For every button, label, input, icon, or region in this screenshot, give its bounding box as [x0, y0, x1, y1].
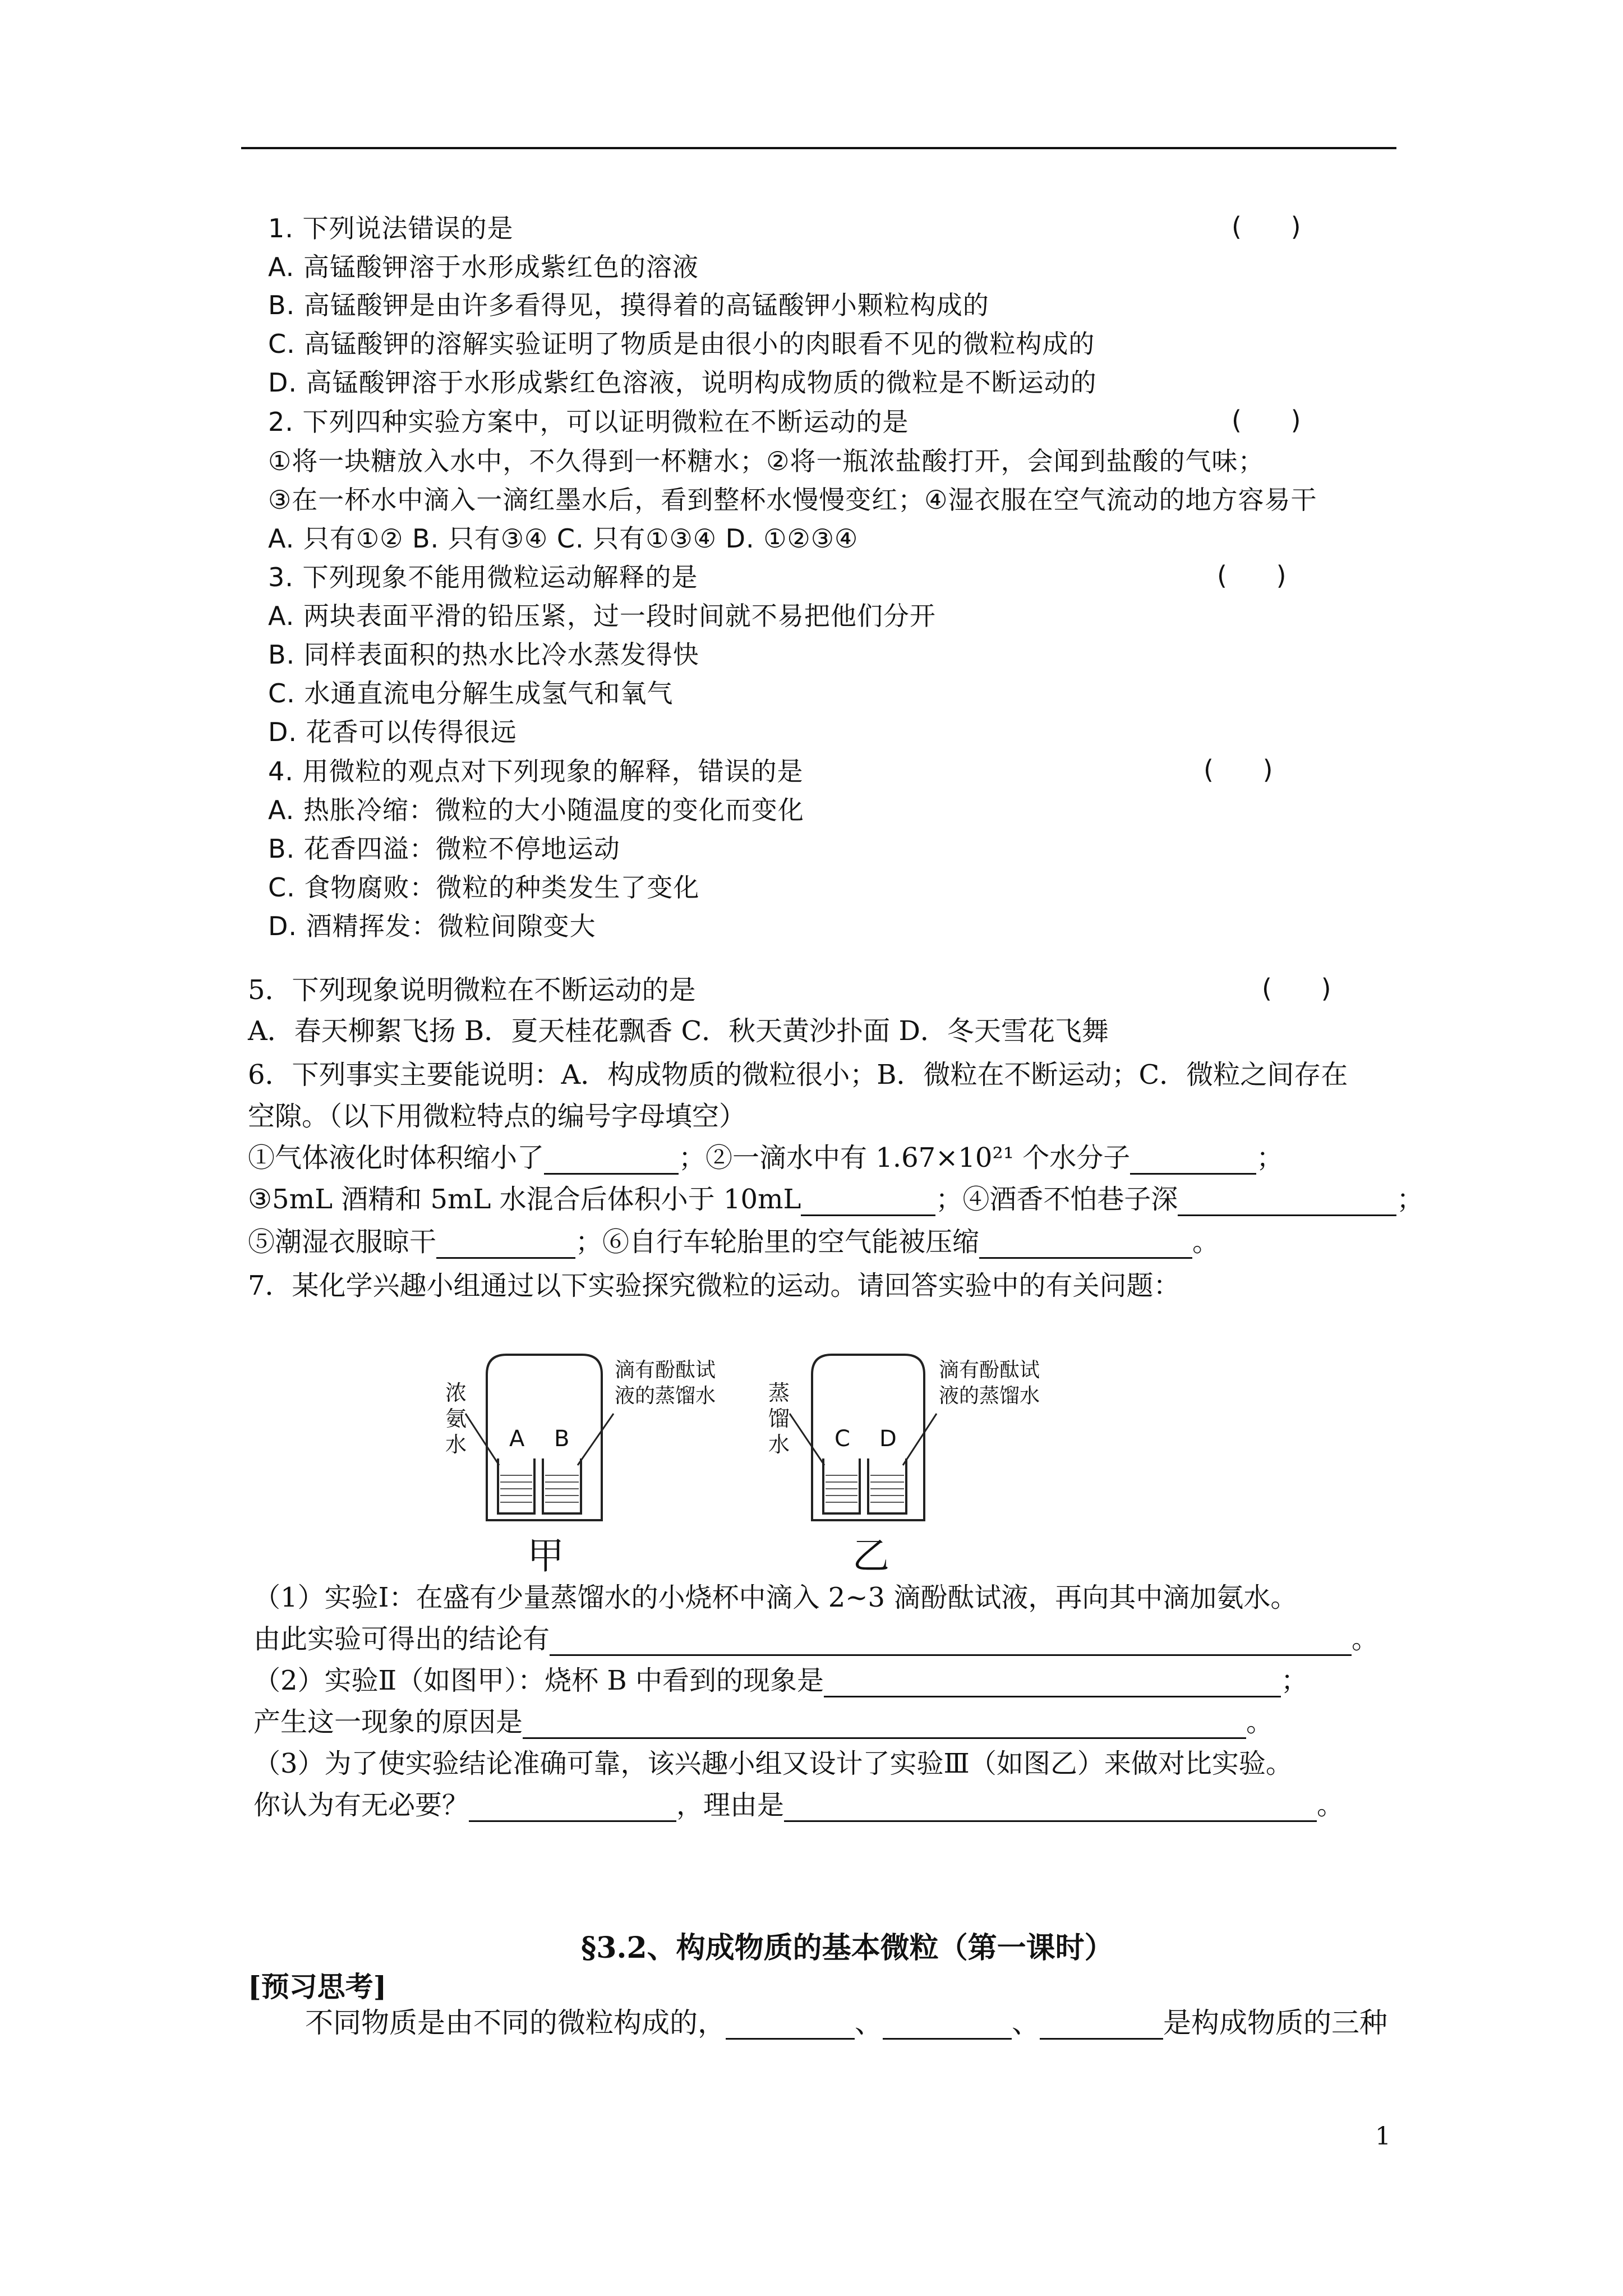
caption-jia: 甲 — [527, 1534, 564, 1577]
q4-answer-paren[interactable]: ( ) — [1204, 754, 1273, 785]
q6-item-row-3 — [248, 1225, 1219, 1259]
q4-option-c: C. 食物腐败：微粒的种类发生了变化 — [268, 872, 700, 903]
label-beaker-b: B — [554, 1426, 570, 1452]
q2-line-1: ①将一块糖放入水中，不久得到一杯糖水；②将一瓶浓盐酸打开，会闻到盐酸的气味； — [268, 446, 1265, 476]
preview-text-end: 是构成物质的三种 — [1163, 2007, 1387, 2039]
q7-part2-end: 。 — [1246, 1706, 1274, 1738]
preview-header: [预习思考] — [248, 1970, 387, 2003]
q7-part2-blank-1[interactable] — [824, 1667, 1281, 1697]
preview-text: 不同物质是由不同的微粒构成的， — [305, 2007, 726, 2039]
q7-part1-prompt: 由此实验可得出的结论有 — [253, 1623, 550, 1655]
q4-option-a: A. 热胀冷缩：微粒的大小随温度的变化而变化 — [268, 795, 804, 825]
preview-line — [305, 2006, 1387, 2040]
q3-option-c: C. 水通直流电分解生成氢气和氧气 — [268, 678, 674, 708]
header-rule — [241, 147, 1396, 149]
q5-answer-paren[interactable]: ( ) — [1262, 973, 1331, 1004]
label-concentrated-ammonia: 浓氨水 — [445, 1381, 467, 1457]
caption-yi: 乙 — [852, 1534, 889, 1577]
q7-part2-blank-2[interactable] — [523, 1708, 1246, 1739]
q6-item-2-text: ；②一滴水中有 1.67×10²¹ 个水分子 — [679, 1142, 1131, 1174]
q2-answer-paren[interactable]: ( ) — [1232, 405, 1301, 435]
q6-blank-1[interactable] — [544, 1144, 679, 1175]
q6-item-5-text: ⑤潮湿衣服晾干 — [248, 1226, 437, 1258]
q7-part3-blank-1[interactable] — [469, 1791, 676, 1822]
label-distilled-water: 蒸馏水 — [768, 1381, 790, 1457]
q1-option-b: B. 高锰酸钾是由许多看得见，摸得着的高锰酸钾小颗粒构成的 — [268, 290, 989, 320]
q7-part2-line-2 — [253, 1705, 1273, 1739]
preview-blank-3[interactable] — [1040, 2009, 1163, 2040]
q1-answer-paren[interactable]: ( ) — [1232, 211, 1301, 242]
q5-options: A．春天柳絮飞扬 B．夏天桂花飘香 C．秋天黄沙扑面 D．冬天雪花飞舞 — [248, 1015, 1109, 1047]
q3-option-d: D. 花香可以传得很远 — [268, 717, 517, 747]
q7-part3-line-1: （3）为了使实验结论准确可靠，该兴趣小组又设计了实验Ⅲ（如图乙）来做对比实验。 — [253, 1748, 1293, 1779]
q7-part2-prompt: （2）实验Ⅱ（如图甲）：烧杯 B 中看到的现象是 — [253, 1665, 824, 1696]
q6-blank-4[interactable] — [1178, 1185, 1396, 1216]
q7-part1-blank[interactable] — [550, 1625, 1352, 1656]
q4-option-d: D. 酒精挥发：微粒间隙变大 — [268, 911, 596, 941]
beaker-c — [823, 1458, 860, 1513]
label-phenolphthalein-water-yi: 滴有酚酞试液的蒸馏水 — [939, 1359, 1040, 1407]
q6-item-3-text: ③5mL 酒精和 5mL 水混合后体积小于 10mL — [248, 1184, 801, 1215]
q6-blank-3[interactable] — [801, 1185, 935, 1216]
q6-item-6-text: ；⑥自行车轮胎里的空气能被压缩 — [575, 1226, 980, 1258]
q2-stem: 2. 下列四种实验方案中，可以证明微粒在不断运动的是 — [268, 407, 909, 437]
label-phenolphthalein-water-jia: 滴有酚酞试液的蒸馏水 — [615, 1359, 716, 1407]
preview-blank-1[interactable] — [726, 2009, 855, 2040]
q7-part2-sep: ； — [1280, 1665, 1308, 1696]
q6-blank-2[interactable] — [1130, 1144, 1256, 1175]
q3-stem: 3. 下列现象不能用微粒运动解释的是 — [268, 562, 698, 592]
q7-part1-line-2 — [253, 1622, 1378, 1656]
q4-option-b: B. 花香四溢：微粒不停地运动 — [268, 834, 620, 864]
q7-part3-line-2 — [253, 1788, 1344, 1822]
q7-part3-end: 。 — [1317, 1789, 1344, 1821]
q2-line-2: ③在一杯水中滴入一滴红墨水后，看到整杯水慢慢变红；④湿衣服在空气流动的地方容易干 — [268, 485, 1317, 515]
beaker-b — [543, 1458, 581, 1513]
q2-options: A. 只有①② B. 只有③④ C. 只有①③④ D. ①②③④ — [268, 523, 859, 554]
label-beaker-a: A — [509, 1426, 525, 1452]
section-title: §3.2、构成物质的基本微粒（第一课时） — [581, 1931, 1114, 1965]
q7-part2-line-1 — [253, 1664, 1308, 1697]
q7-part1-line-1: （1）实验Ⅰ：在盛有少量蒸馏水的小烧杯中滴入 2~3 滴酚酞试液，再向其中滴加氨水。 — [253, 1582, 1298, 1613]
q5-stem: 5．下列现象说明微粒在不断运动的是 — [248, 974, 696, 1006]
q4-stem: 4. 用微粒的观点对下列现象的解释，错误的是 — [268, 756, 804, 786]
page-number: 1 — [1375, 2122, 1391, 2151]
q1-option-c: C. 高锰酸钾的溶解实验证明了物质是由很小的肉眼看不见的微粒构成的 — [268, 329, 1095, 359]
q7-part3-prompt: 你认为有无必要？ — [253, 1789, 469, 1821]
label-beaker-c: C — [834, 1426, 850, 1452]
q3-option-b: B. 同样表面积的热水比冷水蒸发得快 — [268, 639, 699, 670]
preview-sep-2: 、 — [1012, 2007, 1040, 2039]
experiment-figure — [431, 1335, 1059, 1577]
q7-part1-end: 。 — [1352, 1623, 1379, 1655]
beaker-d — [868, 1458, 906, 1513]
q1-option-d: D. 高锰酸钾溶于水形成紫红色溶液，说明构成物质的微粒是不断运动的 — [268, 367, 1097, 398]
q6-item-row-2 — [248, 1182, 1423, 1216]
q3-answer-paren[interactable]: ( ) — [1217, 560, 1287, 591]
preview-blank-2[interactable] — [883, 2009, 1012, 2040]
q7-stem: 7．某化学兴趣小组通过以下实验探究微粒的运动。请回答实验中的有关问题： — [248, 1270, 1181, 1301]
q6-item-1-text: ①气体液化时体积缩小了 — [248, 1142, 545, 1174]
q7-part3-blank-2[interactable] — [784, 1791, 1317, 1822]
q6-row2-end: ； — [1396, 1184, 1424, 1215]
q7-part3-reason-prompt: ，理由是 — [676, 1789, 785, 1821]
q6-stem-line-1: 6．下列事实主要能说明：A．构成物质的微粒很小；B．微粒在不断运动；C．微粒之间存在 — [248, 1059, 1348, 1091]
q6-row1-end: ； — [1256, 1142, 1284, 1174]
q6-stem-line-2: 空隙。（以下用微粒特点的编号字母填空） — [248, 1101, 746, 1132]
q1-stem: 1. 下列说法错误的是 — [268, 213, 514, 243]
q6-row3-end: 。 — [1192, 1226, 1220, 1258]
q3-option-a: A. 两块表面平滑的铅压紧，过一段时间就不易把他们分开 — [268, 601, 936, 631]
q6-item-4-text: ；④酒香不怕巷子深 — [935, 1184, 1178, 1215]
q6-blank-6[interactable] — [979, 1228, 1192, 1259]
preview-sep-1: 、 — [855, 2007, 883, 2039]
q1-option-a: A. 高锰酸钾溶于水形成紫红色的溶液 — [268, 252, 699, 282]
q6-blank-5[interactable] — [436, 1228, 575, 1259]
q7-part2-reason-prompt: 产生这一现象的原因是 — [253, 1706, 523, 1738]
beaker-a — [498, 1458, 534, 1513]
q6-item-row-1 — [248, 1141, 1283, 1175]
label-beaker-d: D — [879, 1426, 897, 1452]
